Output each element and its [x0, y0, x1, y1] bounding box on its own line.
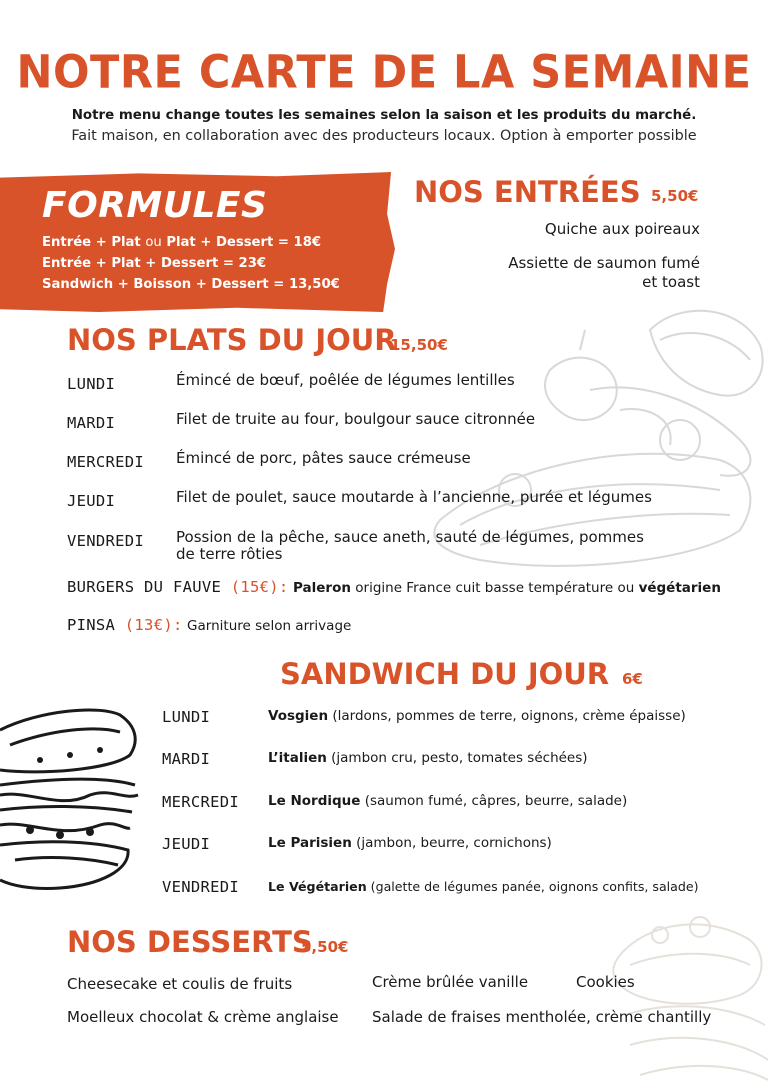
- burger-bold-2: végétarien: [638, 580, 721, 596]
- pinsa-price: (13€):: [124, 616, 183, 634]
- sandwich-name-lundi: Vosgien: [268, 708, 329, 724]
- plat-day-mercredi: MERCREDI: [67, 453, 145, 471]
- subtitle-bold: Notre menu change toutes les semaines selon la saison et les produits du marché.: [71, 108, 697, 123]
- sandwich-desc-mercredi: (saumon fumé, câpres, beurre, salade): [360, 793, 628, 809]
- formule-line-1-a: Entrée + Plat: [42, 235, 146, 250]
- desserts-title: NOS DESSERTS: [67, 925, 313, 959]
- sandwich-day-mercredi: MERCREDI: [162, 793, 240, 811]
- pinsa-line: [67, 616, 351, 635]
- formule-line-2: Entrée + Plat + Dessert = 23€: [42, 256, 267, 271]
- entrees-title: NOS ENTRÉES: [414, 175, 641, 209]
- formule-line-3: Sandwich + Boisson + Dessert = 13,50€: [42, 277, 340, 292]
- entrees-price: 5,50€: [651, 187, 699, 205]
- plat-day-jeudi: JEUDI: [67, 492, 116, 510]
- dessert-item-creme-brulee: Crème brûlée vanille: [372, 973, 529, 991]
- sandwich-name-mercredi: Le Nordique: [268, 793, 361, 809]
- desserts-price: 5,50€: [301, 938, 349, 956]
- sandwich-desc-mardi: (jambon cru, pesto, tomates séchées): [326, 750, 588, 766]
- sandwich-item-mardi: [268, 750, 588, 766]
- page-title: NOTRE CARTE DE LA SEMAINE: [16, 46, 752, 100]
- sandwich-item-lundi: [268, 708, 686, 724]
- sandwich-day-mardi: MARDI: [162, 750, 211, 768]
- burger-label: BURGERS DU FAUVE: [67, 578, 231, 596]
- plat-dish-vendredi-line-2: de terre rôties: [176, 545, 283, 563]
- entree-item-1: Quiche aux poireaux: [544, 220, 700, 238]
- sandwich-name-vendredi: Le Végétarien: [268, 879, 367, 894]
- sandwich-item-vendredi: [268, 879, 699, 894]
- plat-dish-mercredi: Émincé de porc, pâtes sauce crémeuse: [176, 449, 471, 467]
- pinsa-label: PINSA: [67, 616, 125, 634]
- plat-day-lundi: LUNDI: [67, 375, 116, 393]
- plat-day-vendredi: VENDREDI: [67, 532, 145, 550]
- sandwich-item-mercredi: [268, 793, 627, 809]
- sandwich-item-jeudi: [268, 835, 552, 851]
- sandwich-day-vendredi: VENDREDI: [162, 878, 240, 896]
- burger-line: [67, 578, 721, 597]
- sandwich-sketch-illustration: [0, 700, 145, 898]
- dessert-item-moelleux: Moelleux chocolat & crème anglaise: [67, 1008, 339, 1026]
- entree-item-2-line-2: et toast: [642, 273, 700, 291]
- plat-day-mardi: MARDI: [67, 414, 116, 432]
- entree-item-2: [440, 254, 700, 292]
- sandwich-name-mardi: L’italien: [268, 750, 327, 766]
- sandwich-title: SANDWICH DU JOUR: [280, 657, 610, 691]
- dessert-item-cookies: Cookies: [576, 973, 635, 991]
- plat-dish-lundi: Émincé de bœuf, poêlée de légumes lentilles: [176, 371, 515, 389]
- burger-text: origine France cuit basse température ou: [350, 580, 639, 596]
- burger-bold: Paleron: [293, 580, 351, 596]
- plat-dish-vendredi-line-1: Possion de la pêche, sauce aneth, sauté de légumes, pommes: [176, 528, 644, 546]
- dessert-item-salade-fraises: Salade de fraises mentholée, crème chantilly: [372, 1008, 712, 1026]
- sandwich-desc-vendredi: (galette de légumes panée, oignons confits, salade): [366, 879, 699, 894]
- sandwich-desc-lundi: (lardons, pommes de terre, oignons, crème épaisse): [328, 708, 686, 724]
- pinsa-text: Garniture selon arrivage: [187, 618, 352, 634]
- sandwich-day-jeudi: JEUDI: [162, 835, 211, 853]
- plats-price: 15,50€: [390, 336, 448, 354]
- formule-line-1-b: Plat + Dessert = 18€: [161, 235, 322, 250]
- formules-title: FORMULES: [42, 185, 268, 226]
- subtitle: Fait maison, en collaboration avec des producteurs locaux. Option à emporter possible: [71, 128, 697, 144]
- formule-line-1: [42, 235, 321, 250]
- plat-dish-jeudi: Filet de poulet, sauce moutarde à l’ancienne, purée et légumes: [176, 488, 652, 506]
- plat-dish-vendredi: [176, 529, 644, 563]
- sandwich-name-jeudi: Le Parisien: [268, 835, 352, 851]
- burger-price: (15€):: [230, 578, 289, 596]
- formule-line-1-ou: ou: [145, 235, 162, 250]
- sandwich-price: 6€: [622, 670, 643, 688]
- plat-dish-mardi: Filet de truite au four, boulgour sauce citronnée: [176, 410, 536, 428]
- entree-item-2-line-1: Assiette de saumon fumé: [508, 254, 700, 272]
- sandwich-desc-jeudi: (jambon, beurre, cornichons): [351, 835, 552, 851]
- plats-title: NOS PLATS DU JOUR: [67, 323, 397, 357]
- dessert-item-cheesecake: Cheesecake et coulis de fruits: [67, 975, 293, 993]
- sandwich-day-lundi: LUNDI: [162, 708, 211, 726]
